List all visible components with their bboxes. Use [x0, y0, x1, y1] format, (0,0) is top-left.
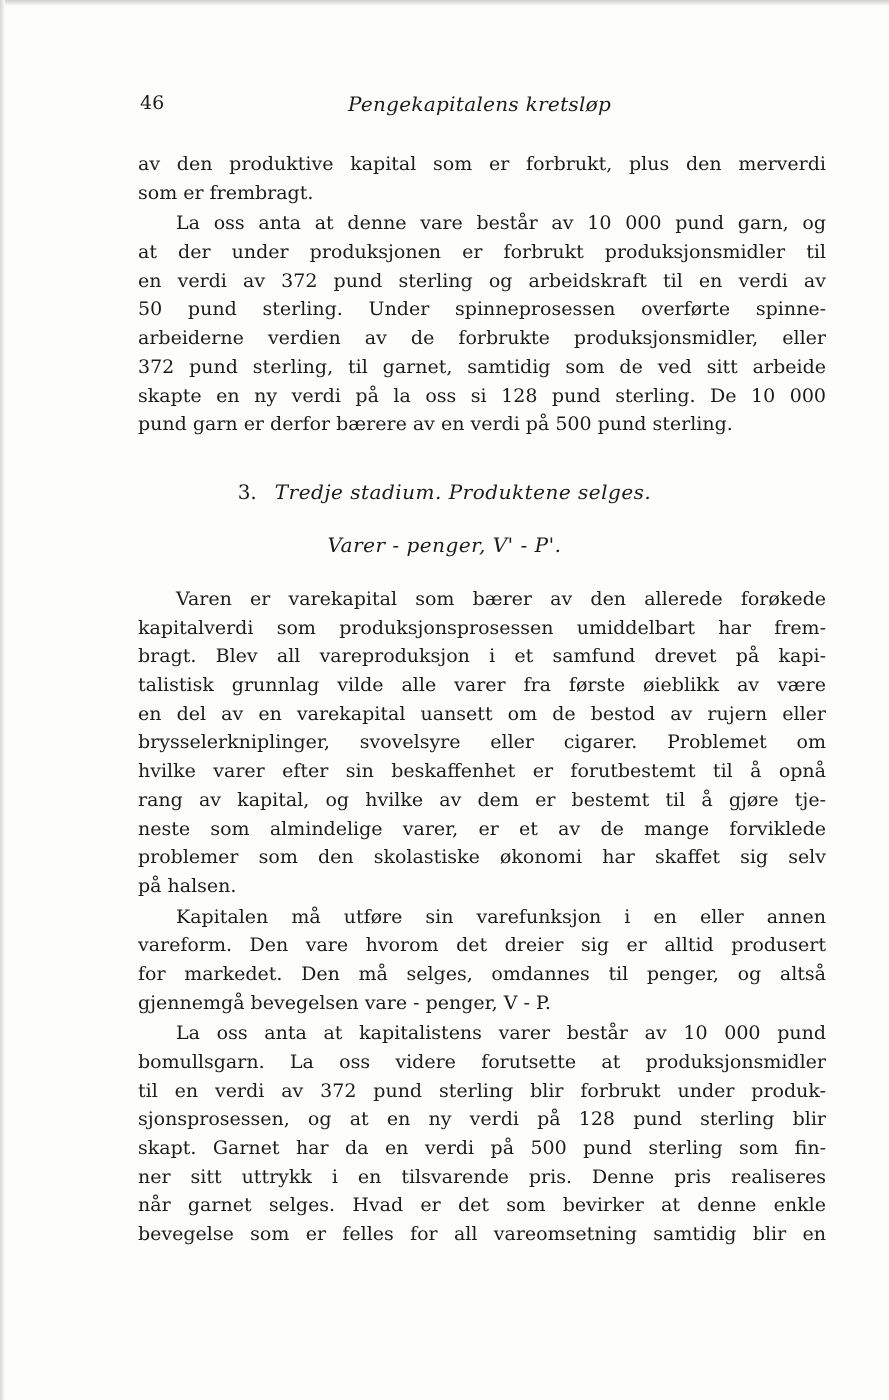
text-line: som er frembragt.	[138, 181, 314, 204]
text-line: bevegelse som er felles for all vareomsetning samtidig blir en	[138, 1223, 826, 1246]
text-line: sjonsprosessen, og at en ny verdi på 128 pund sterling blir	[138, 1108, 826, 1131]
section-title: Tredje stadium. Produktene selges.	[274, 480, 652, 504]
text-line: for markedet. Den må selges, omdannes til penger, og altså	[138, 962, 826, 985]
paragraph	[138, 585, 826, 901]
text-line: arbeiderne verdien av de forbrukte produksjonsmidler, eller	[138, 327, 826, 350]
text-line: hvilke varer efter sin beskaffenhet er forutbestemt til å opnå	[138, 760, 826, 783]
text-line: gjennemgå bevegelsen vare - penger, V - P.	[138, 991, 551, 1014]
text-line: La oss anta at denne vare består av 10 000 pund garn, og	[176, 212, 826, 235]
text-line: talistisk grunnlag vilde alle varer fra første øieblikk av være	[138, 674, 826, 697]
scan-edge	[0, 0, 5, 1400]
paragraph	[138, 150, 826, 207]
section-subtitle: Varer - penger, V' - P'.	[327, 533, 562, 557]
running-title: Pengekapitalens kretsløp	[348, 92, 612, 116]
text-line: bomullsgarn. La oss videre forutsette at produksjonsmidler	[138, 1051, 826, 1073]
text-line: at der under produksjonen er forbrukt produksjonsmidler til	[138, 241, 826, 264]
text-line: en del av en varekapital uansett om de bestod av rujern eller	[138, 702, 826, 725]
text-line: 50 pund sterling. Under spinneprosessen overførte spinne-	[138, 298, 826, 321]
text-line: vareform. Den vare hvorom det dreier sig er alltid produsert	[138, 934, 826, 957]
text-line: når garnet selges. Hvad er det som bevirker at denne enkle	[138, 1194, 826, 1217]
text-line: en verdi av 372 pund sterling og arbeidskraft til en verdi av	[138, 269, 826, 292]
text-line: til en verdi av 372 pund sterling blir forbrukt under produk-	[138, 1079, 826, 1102]
running-head	[140, 92, 830, 122]
text-line: bragt. Blev all vareproduksjon i et samfund drevet på kapi-	[138, 645, 826, 668]
text-line: skapt. Garnet har da en verdi på 500 pund sterling som fin-	[138, 1137, 826, 1160]
section-number: 3.	[237, 480, 257, 504]
text-line: pund garn er derfor bærere av en verdi på 500 pund sterling.	[138, 413, 733, 436]
page-number: 46	[140, 92, 165, 114]
text-line: Varen er varekapital som bærer av den allerede forøkede	[176, 588, 826, 610]
scan-edge	[0, 0, 889, 6]
body-text-top	[138, 150, 826, 441]
text-line: kapitalverdi som produksjonsprosessen umiddelbart har frem-	[138, 616, 826, 639]
paragraph	[138, 1019, 826, 1249]
text-line: skapte en ny verdi på la oss si 128 pund sterling. De 10 000	[138, 384, 826, 407]
text-line: på halsen.	[138, 874, 237, 897]
text-line: Kapitalen må utføre sin varefunksjon i en eller annen	[176, 905, 826, 928]
paragraph	[138, 903, 826, 1018]
text-line: ner sitt uttrykk i en tilsvarende pris. Denne pris realiseres	[138, 1165, 826, 1188]
text-line: rang av kapital, og hvilke av dem er bestemt til å gjøre tje-	[138, 788, 826, 811]
section-heading	[0, 480, 889, 504]
paragraph	[138, 209, 826, 439]
text-line: La oss anta at kapitalistens varer består av 10 000 pund	[176, 1022, 826, 1045]
text-line: neste som almindelige varer, er et av de mange forviklede	[138, 817, 826, 840]
body-text-bottom	[138, 585, 826, 1251]
text-line: 372 pund sterling, til garnet, samtidig som de ved sitt arbeide	[138, 355, 826, 378]
text-line: problemer som den skolastiske økonomi har skaffet sig selv	[138, 846, 826, 869]
text-line: brysselerkniplinger, svovelsyre eller cigarer. Problemet om	[138, 731, 826, 754]
text-line: av den produktive kapital som er forbrukt, plus den merverdi	[138, 153, 826, 175]
